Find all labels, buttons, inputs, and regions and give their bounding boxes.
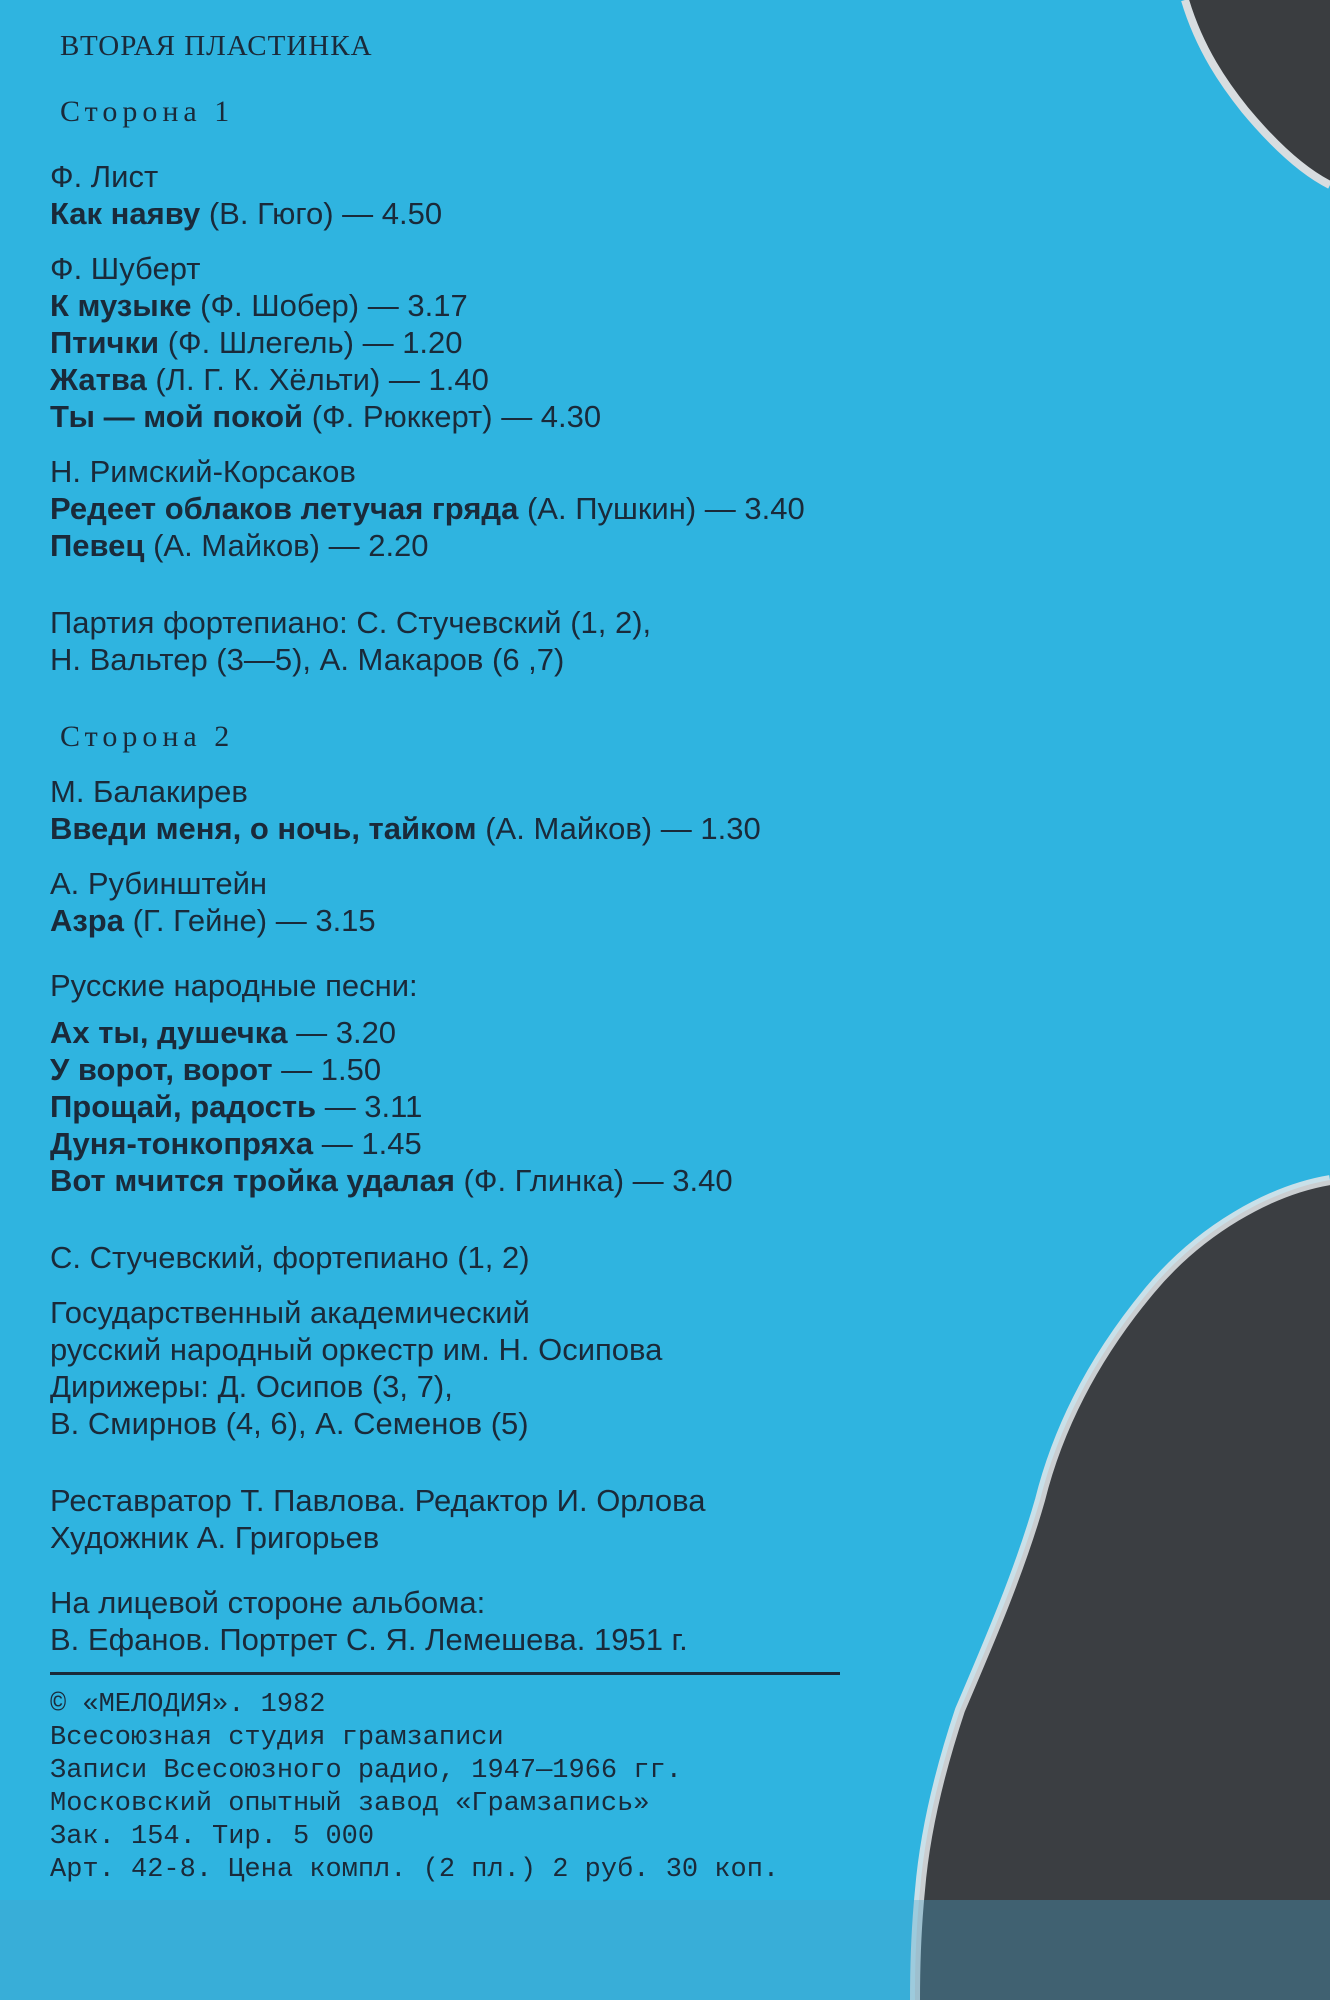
side-1-label: Сторона 1: [60, 95, 235, 128]
disc-heading: ВТОРАЯ ПЛАСТИНКА: [60, 30, 373, 62]
side-2-folk-songs: Русские народные песни: Ах ты, душечка — 3.20 У ворот, ворот — 1.50 Прощай, радость — 3.11 Дуня-тонкопряха — 1.45 Вот мчится тройка удалая (Ф. Глинка) — 3.40: [50, 967, 1000, 1199]
side-2-composer: А. Рубинштейн Азра (Г. Гейне) — 3.15: [50, 865, 1000, 939]
track-line: Ах ты, душечка — 3.20: [50, 1015, 397, 1050]
track-line: Певец (А. Майков) — 2.20: [50, 528, 429, 563]
divider-line: [50, 1672, 840, 1675]
track-line: Введи меня, о ночь, тайком (А. Майков) — 1.30: [50, 811, 761, 846]
track-line: Жатва (Л. Г. К. Хёльти) — 1.40: [50, 362, 489, 397]
track-line: Прощай, радость — 3.11: [50, 1089, 423, 1124]
track-line: Как наяву (В. Гюго) — 4.50: [50, 196, 443, 231]
side-2-label: Сторона 2: [60, 720, 235, 753]
staff-credits: Реставратор Т. Павлова. Редактор И. Орлова Художник А. Григорьев: [50, 1483, 706, 1555]
side-1-composer: Н. Римский-Корсаков Редеет облаков летучая гряда (А. Пушкин) — 3.40 Певец (А. Майков) — 2.20: [50, 453, 1000, 564]
track-line: Дуня-тонкопряха — 1.45: [50, 1126, 422, 1161]
track-line: Редеет облаков летучая гряда (А. Пушкин) — 3.40: [50, 491, 805, 526]
side-1-composer: Ф. Лист Как наяву (В. Гюго) — 4.50: [50, 158, 1000, 232]
track-line: Ты — мой покой (Ф. Рюккерт) — 4.30: [50, 399, 602, 434]
side-2-composer: М. Балакирев Введи меня, о ночь, тайком (А. Майков) — 1.30: [50, 773, 1000, 847]
liner-notes: [50, 20, 1000, 1887]
track-line: Птички (Ф. Шлегель) — 1.20: [50, 325, 463, 360]
cover-credit: На лицевой стороне альбома: В. Ефанов. Портрет С. Я. Лемешева. 1951 г.: [50, 1585, 688, 1657]
top-photo-fragment: [1185, 0, 1330, 185]
track-line: Азра (Г. Гейне) — 3.15: [50, 903, 376, 938]
track-line: У ворот, ворот — 1.50: [50, 1052, 382, 1087]
side-1-composer: Ф. Шуберт К музыке (Ф. Шобер) — 3.17 Птички (Ф. Шлегель) — 1.20 Жатва (Л. Г. К. Хёльти) — 1.40 Ты — мой покой (Ф. Рюккерт) — 4.30: [50, 250, 1000, 435]
piano-credit: С. Стучевский, фортепиано (1, 2): [50, 1240, 530, 1275]
track-line: К музыке (Ф. Шобер) — 3.17: [50, 288, 468, 323]
publisher-footer: © «МЕЛОДИЯ». 1982 Всесоюзная студия грамзаписи Записи Всесоюзного радио, 1947—1966 гг. Московский опытный завод «Грамзапись» Зак. 154. Тир. 5 000 Арт. 42-8. Цена компл. (2 пл.) 2 руб. 30 коп.: [50, 1690, 780, 1885]
side-1-credits: Партия фортепиано: С. Стучевский (1, 2), Н. Вальтер (3—5), А. Макаров (6 ,7): [50, 605, 652, 677]
track-line: Вот мчится тройка удалая (Ф. Глинка) — 3.40: [50, 1163, 733, 1198]
orchestra-credits: Государственный академический русский народный оркестр им. Н. Осипова Дирижеры: Д. Осипов (3, 7), В. Смирнов (4, 6), А. Семенов (5): [50, 1295, 663, 1441]
